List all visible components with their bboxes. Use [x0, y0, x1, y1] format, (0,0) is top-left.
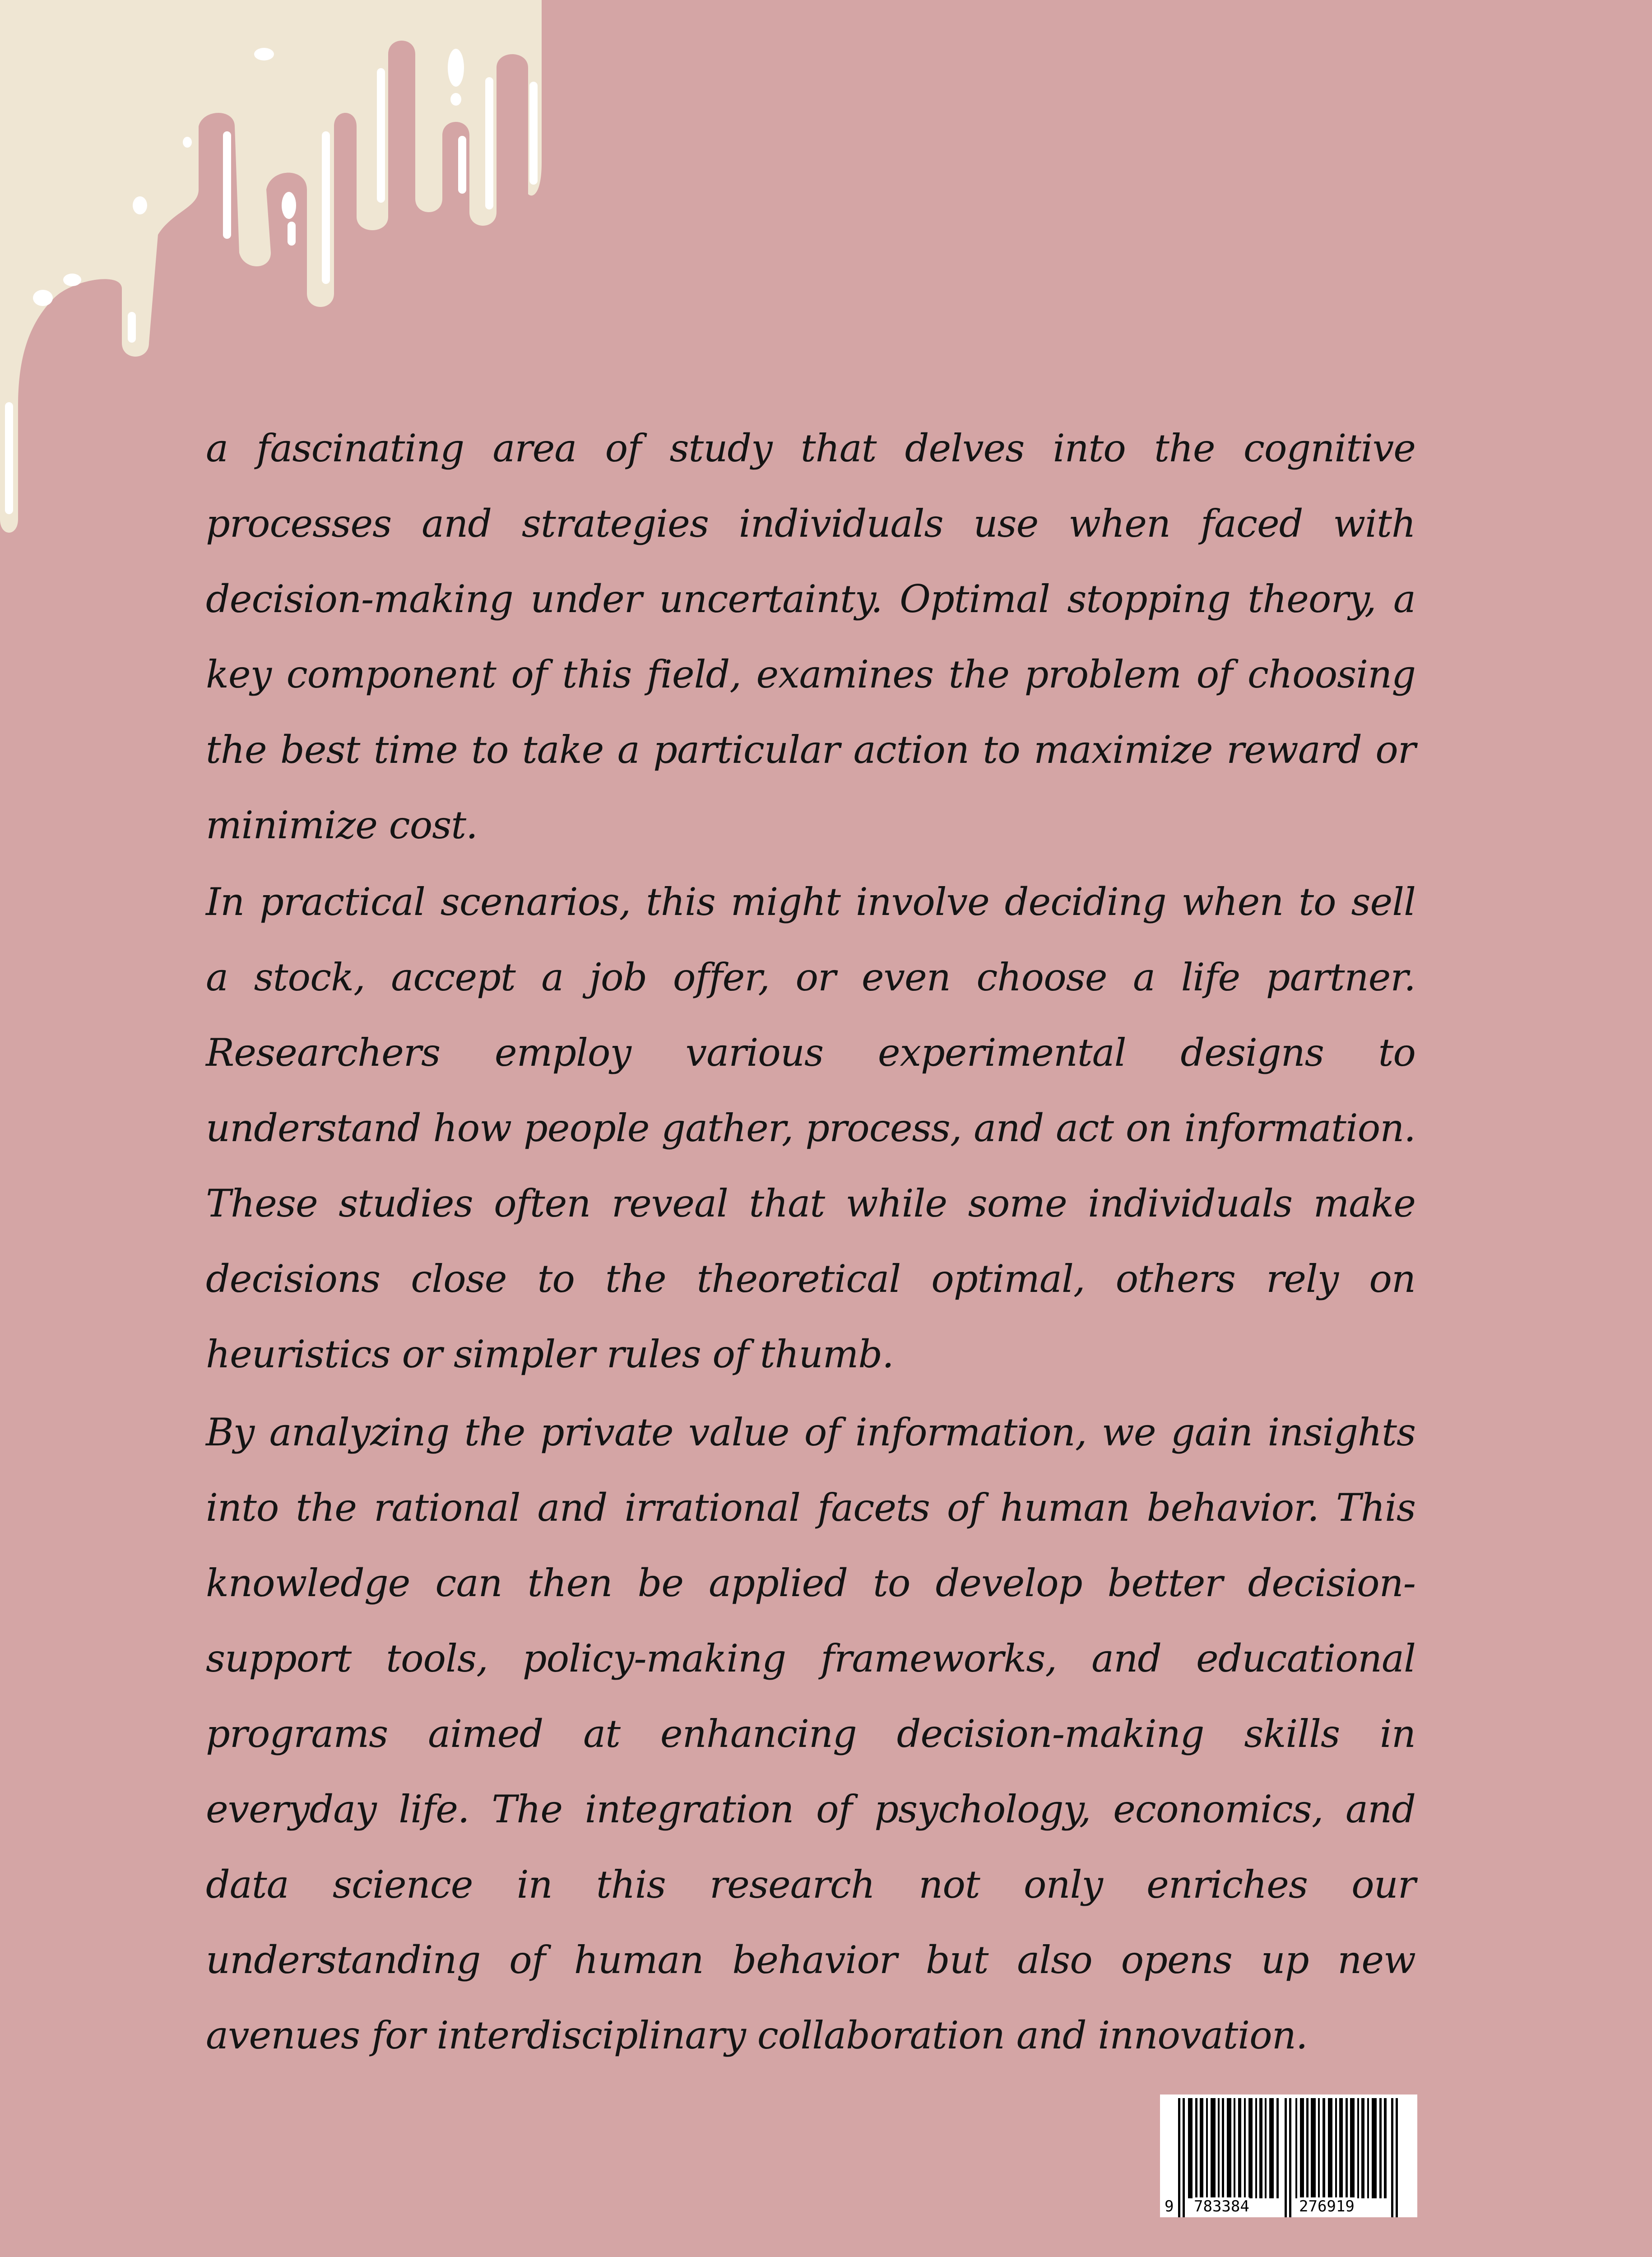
- barcode-right-digits: 276919: [1299, 2197, 1355, 2215]
- body-paragraph-3: By analyzing the private value of information, we gain insights into the rational and irrational facets of human behavior. This knowledge can then be applied to develop better decision-support tools, policy-making frameworks, and educational programs aimed at enhancing decision-making skills in everyday life. The integration of psychology, economics, and data science in this research not only enriches our understanding of human behavior but also opens up new avenues for interdisciplinary collaboration and innovation.: [206, 1410, 1415, 2057]
- isbn-barcode: [1160, 2094, 1417, 2217]
- body-paragraph-2: In practical scenarios, this might involve deciding when to sell a stock, accept a job offer, or even choose a life partner. Researchers employ various experimental designs to understand how people gather, process, and act on information. These studies often reveal that while some individuals make decisions close to the theoretical optimal, others rely on heuristics or simpler rules of thumb.: [206, 880, 1415, 1376]
- barcode-left-digits: 783384: [1194, 2197, 1249, 2215]
- body-paragraph-1: a fascinating area of study that delves into the cognitive processes and strategies individuals use when faced with decision-making under uncertainty. Optimal stopping theory, a key component of this field, examines the problem of choosing the best time to take a particular action to maximize reward or minimize cost.: [206, 426, 1415, 847]
- barcode-lead-digit: 9: [1165, 2197, 1174, 2215]
